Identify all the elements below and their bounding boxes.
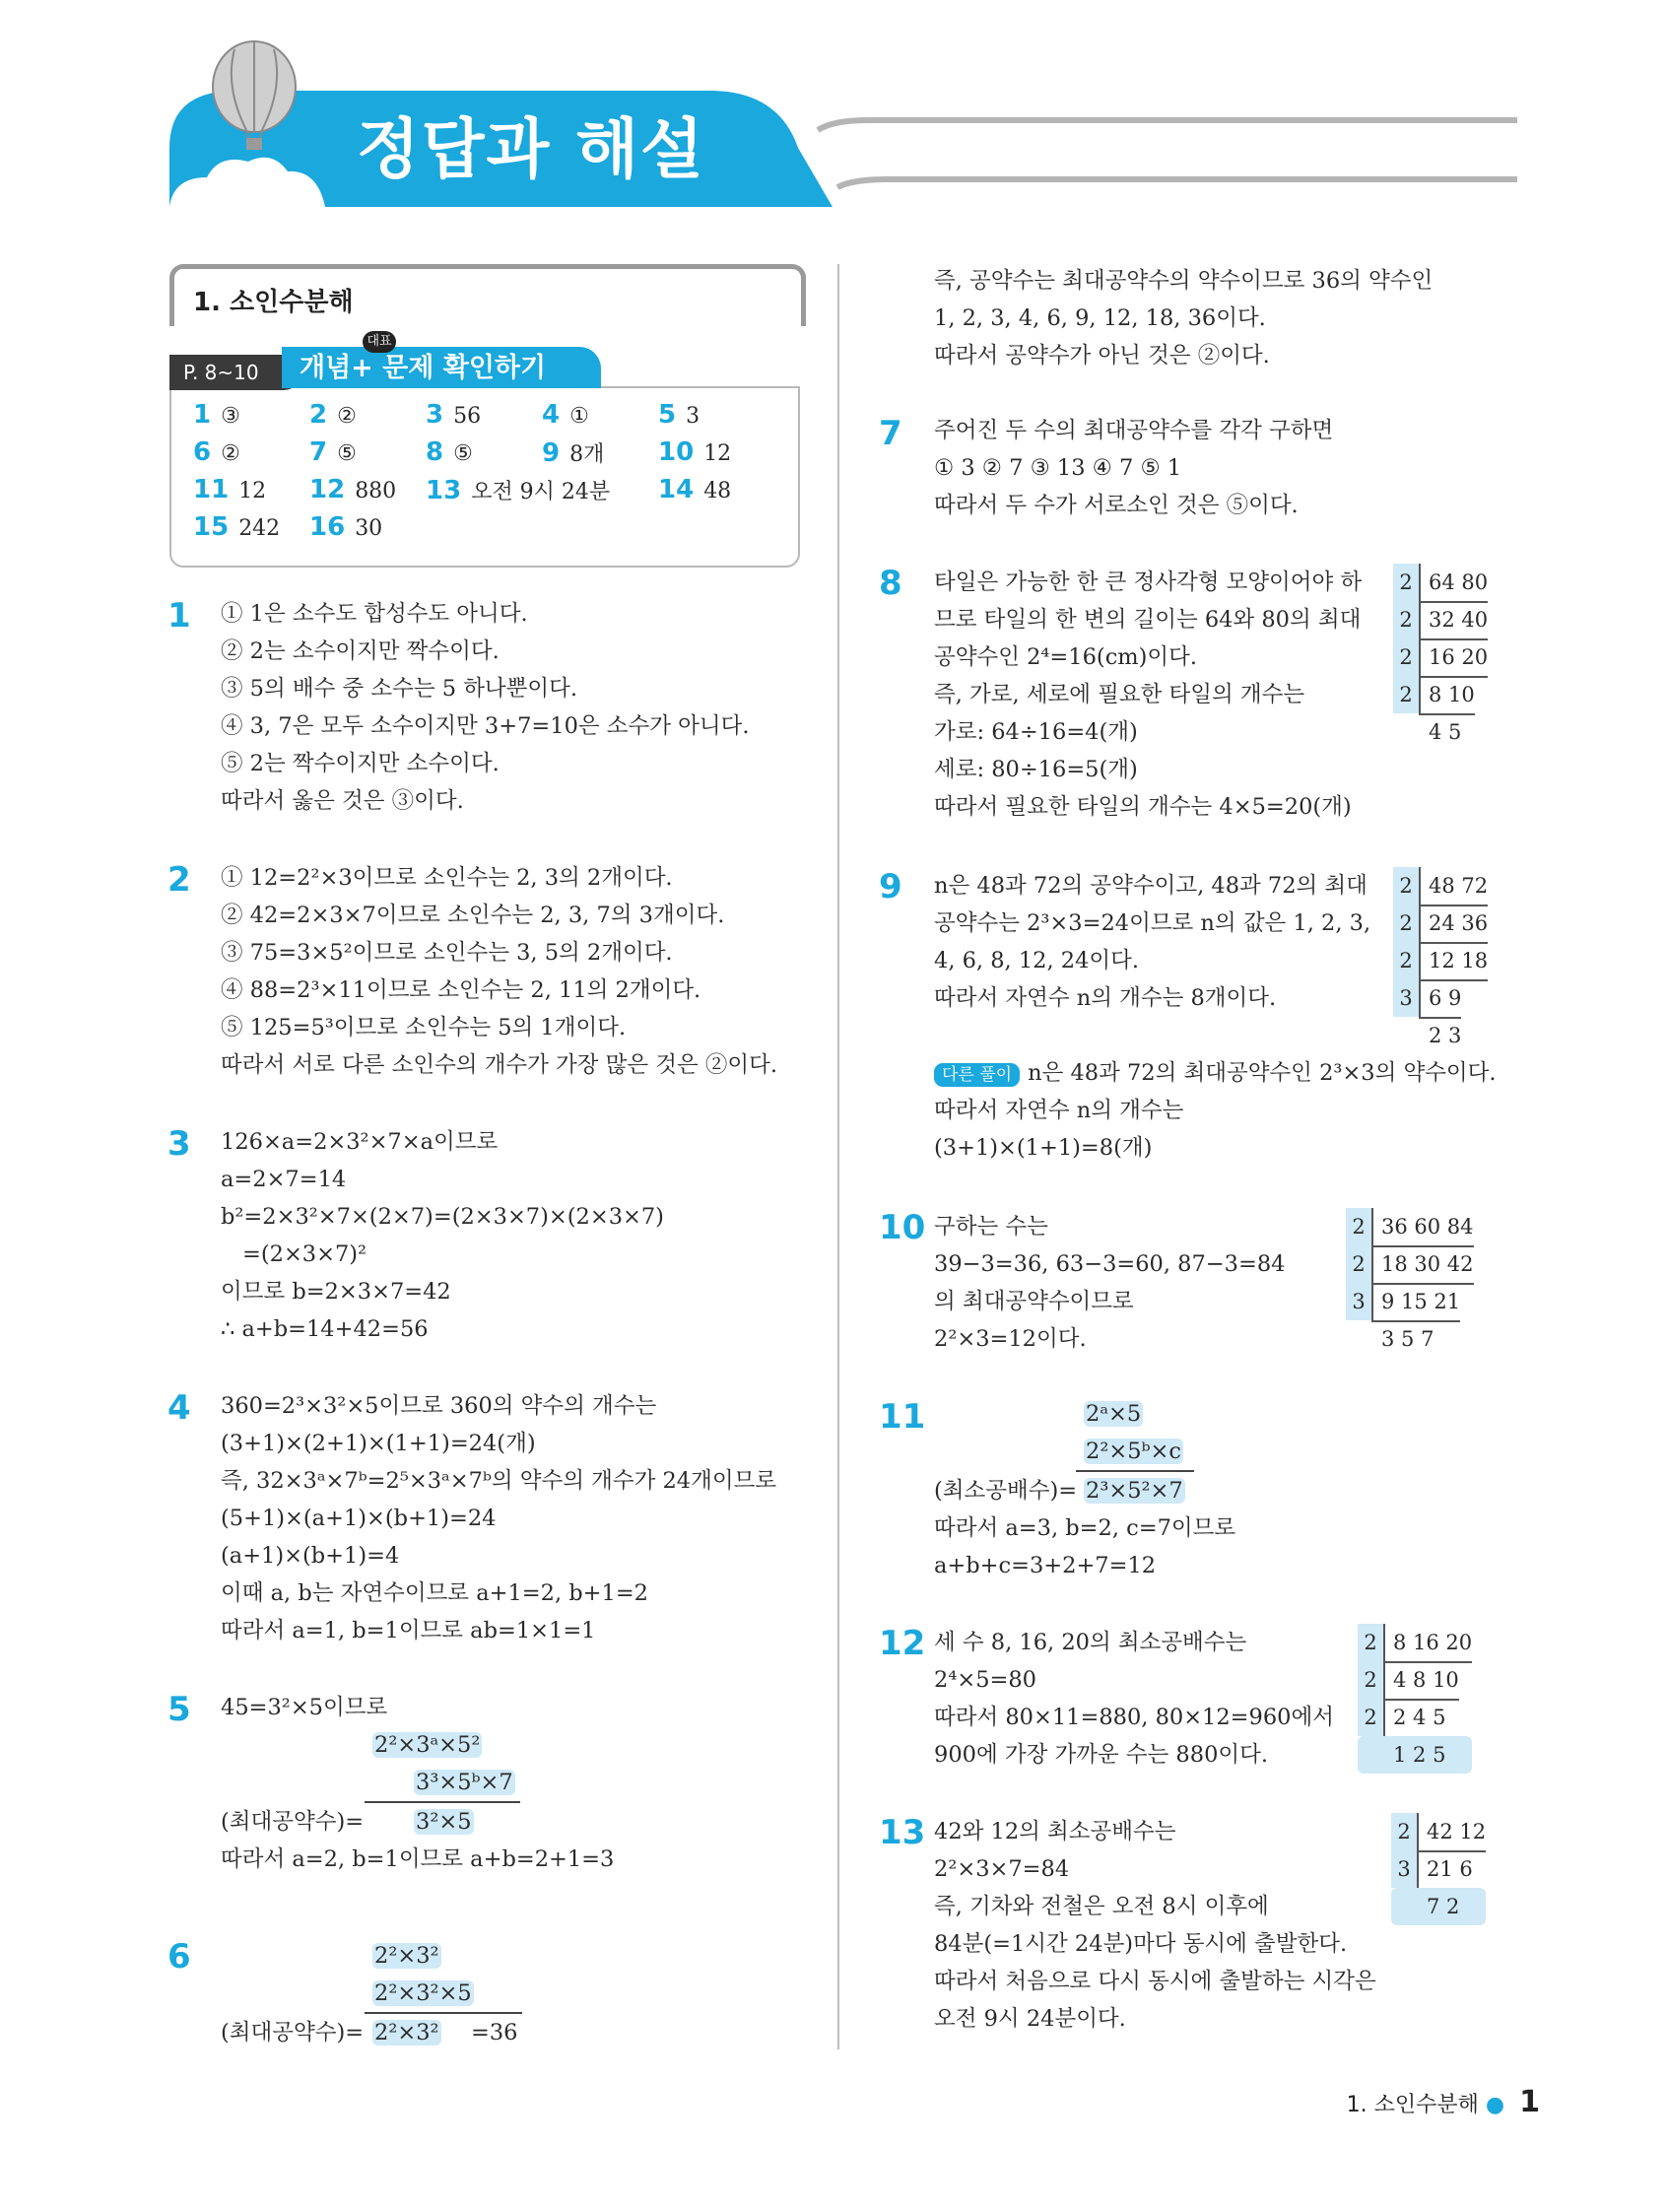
lcm-line: 2²×5ᵇ×c (1086, 1439, 1181, 1464)
answer-item: 15 242 (193, 512, 281, 542)
solution-line: 2²×3×7=84 (934, 1856, 1070, 1882)
solution-line: 따라서 처음으로 다시 동시에 출발하는 시각은 (934, 1969, 1376, 1994)
header-banner (0, 39, 1668, 227)
answer-item: 10 12 (658, 437, 732, 467)
problem-number: 13 (879, 1813, 926, 1852)
page-footer (1347, 2085, 1540, 2119)
solution-line: ③ 5의 배수 중 소수는 5 하나뿐이다. (221, 676, 578, 702)
solution-line: 따라서 서로 다른 소인수의 개수가 가장 많은 것은 ②이다. (221, 1052, 778, 1078)
answer-item: 8 ⑤ (426, 437, 473, 467)
solution-line: 따라서 공약수가 아닌 것은 ②이다. (934, 343, 1270, 369)
lcm-label: (최소공배수)= (934, 1478, 1078, 1504)
solution-line: 세 수 8, 16, 20의 최소공배수는 (934, 1630, 1247, 1655)
concept-tag: 개념+ 문제 확인하기 (282, 347, 601, 388)
problem-number: 12 (879, 1624, 926, 1663)
division-table: 2 8 16 20 2 4 8 10 2 2 4 5 1 2 5 (1358, 1624, 1472, 1774)
solution-line: 세로: 80÷16=5(개) (934, 757, 1138, 782)
gcd-result: 2²×3² (374, 2020, 439, 2045)
division-table: 2 42 12 3 21 6 7 2 (1391, 1813, 1486, 1925)
solution-line: 므로 타일의 한 변의 길이는 64와 80의 최대 (934, 607, 1362, 633)
answer-item: 14 48 (658, 475, 732, 504)
solution-line: 구하는 수는 (934, 1214, 1048, 1240)
problem-number: 9 (879, 867, 902, 906)
division-table: 2 48 72 2 24 36 2 12 18 36 9 2 3 (1393, 867, 1488, 1054)
solution-line: 2⁴×5=80 (934, 1667, 1036, 1693)
solution-line: ∴ a+b=14+42=56 (221, 1316, 429, 1342)
solution-line: 즉, 기차와 전철은 오전 8시 이후에 (934, 1894, 1269, 1919)
solution-line: 주어진 두 수의 최대공약수를 각각 구하면 (934, 418, 1334, 443)
solution-line: 공약수는 2³×3=24이므로 n의 값은 1, 2, 3, (934, 910, 1371, 936)
solution-line: a+b+c=3+2+7=12 (934, 1553, 1157, 1578)
problem-number: 5 (167, 1690, 191, 1729)
solution-line: a=2×7=14 (221, 1167, 347, 1192)
answer-item: 13 오전 9시 24분 (426, 476, 611, 505)
answer-item: 3 56 (426, 400, 482, 430)
solution-line: 42와 12의 최소공배수는 (934, 1819, 1176, 1844)
problem-number: 10 (879, 1208, 926, 1247)
solution-line: 따라서 옳은 것은 ③이다. (221, 788, 464, 814)
rule-line (365, 1801, 520, 1803)
solution-line: ① 3 ② 7 ③ 13 ④ 7 ⑤ 1 (934, 455, 1182, 481)
gcd-label: (최대공약수)= (221, 1809, 365, 1835)
solution-line: ③ 75=3×5²이므로 소인수는 3, 5의 2개이다. (221, 940, 673, 966)
solution-line: 2²×3=12이다. (934, 1326, 1087, 1352)
problem-number: 2 (167, 860, 191, 900)
solution-line: n은 48과 72의 공약수이고, 48과 72의 최대 (934, 873, 1368, 899)
solution-line: 의 최대공약수이므로 (934, 1289, 1134, 1314)
solution-line: 오전 9시 24분이다. (934, 2006, 1126, 2032)
gcd-value: =36 (471, 2020, 518, 2045)
solution-line: 다른 풀이 n은 48과 72의 최대공약수인 2³×3의 약수이다. (934, 1058, 1497, 1088)
solution-line: 즉, 32×3ᵃ×7ᵇ=2⁵×3ᵃ×7ᵇ의 약수의 개수가 24개이므로 (221, 1468, 777, 1494)
answer-item: 11 12 (193, 475, 267, 504)
problem-number: 1 (167, 596, 191, 636)
solution-line: 900에 가장 가까운 수는 880이다. (934, 1742, 1269, 1768)
representative-badge: 대표 (363, 331, 396, 353)
page-title: 정답과 해설 (357, 111, 705, 187)
answer-item: 12 880 (309, 475, 397, 504)
lcm-line: 2ᵃ×5 (1086, 1401, 1142, 1427)
answer-item: 2 ② (309, 400, 357, 430)
solution-line: 따라서 a=1, b=1이므로 ab=1×1=1 (221, 1618, 596, 1643)
solution-line: ① 1은 소수도 합성수도 아니다. (221, 601, 528, 627)
problem-number: 3 (167, 1124, 191, 1164)
answer-item: 6 ② (193, 437, 240, 467)
solution-line: 타일은 가능한 한 큰 정사각형 모양이어야 하 (934, 570, 1363, 595)
solution-line: (3+1)×(2+1)×(1+1)=24(개) (221, 1431, 536, 1456)
solution-line: 이때 a, b는 자연수이므로 a+1=2, b+1=2 (221, 1580, 648, 1606)
solution-line: 따라서 필요한 타일의 개수는 4×5=20(개) (934, 794, 1352, 820)
solution-line: (3+1)×(1+1)=8(개) (934, 1135, 1153, 1161)
solution-line: 공약수인 2⁴=16(cm)이다. (934, 644, 1198, 670)
solution-line: 따라서 자연수 n의 개수는 8개이다. (934, 985, 1277, 1011)
solution-line: (5+1)×(a+1)×(b+1)=24 (221, 1506, 497, 1531)
solution-line: 따라서 두 수가 서로소인 것은 ⑤이다. (934, 493, 1299, 518)
problem-number: 4 (167, 1388, 191, 1428)
bullet-icon: ● (1485, 2093, 1505, 2117)
solution-line: b²=2×3²×7×(2×7)=(2×3×7)×(2×3×7) (221, 1204, 664, 1230)
gcd-label: (최대공약수)= (221, 2020, 365, 2045)
division-table: 2 64 80 2 32 40 2 16 20 28 10 4 5 (1393, 564, 1488, 751)
solution-line: 따라서 자연수 n의 개수는 (934, 1098, 1184, 1123)
gcd-line: 3³×5ᵇ×7 (416, 1770, 513, 1795)
problem-number: 7 (879, 414, 902, 453)
gcd-result: 3²×5 (416, 1809, 472, 1835)
answer-item: 7 ⑤ (309, 437, 357, 467)
solution-line: ④ 88=2³×11이므로 소인수는 2, 11의 2개이다. (221, 977, 701, 1003)
answer-item: 16 30 (309, 512, 383, 542)
solution-line: 1, 2, 3, 4, 6, 9, 12, 18, 36이다. (934, 305, 1266, 331)
solution-line: 45=3²×5이므로 (221, 1695, 388, 1720)
division-table: 2 36 60 84 2 18 30 42 39 15 21 3 5 7 (1346, 1208, 1474, 1358)
gcd-line: 2²×3² (374, 1943, 439, 1969)
gcd-line: 2²×3ᵃ×5² (374, 1732, 481, 1758)
solution-line: 따라서 a=2, b=1이므로 a+b=2+1=3 (221, 1846, 615, 1872)
solution-line: ⑤ 125=5³이므로 소인수는 5의 1개이다. (221, 1015, 627, 1040)
problem-number: 8 (879, 564, 902, 603)
answer-item: 9 8개 (542, 438, 605, 468)
column-divider (837, 264, 839, 2049)
solution-line: 따라서 a=3, b=2, c=7이므로 (934, 1515, 1236, 1541)
solution-line: 84분(=1시간 24분)마다 동시에 출발한다. (934, 1931, 1348, 1957)
solution-line: 가로: 64÷16=4(개) (934, 719, 1138, 745)
solution-line: 360=2³×3²×5이므로 360의 약수의 개수는 (221, 1393, 657, 1419)
footer-label: 1. 소인수분해 (1346, 2093, 1479, 2117)
section-title: 1. 소인수분해 (193, 288, 354, 317)
lcm-result: 2³×5²×7 (1086, 1478, 1183, 1504)
answer-item: 5 3 (658, 400, 701, 430)
answer-item: 4 ① (542, 400, 589, 430)
problem-number: 6 (167, 1937, 191, 1977)
gcd-line: 2²×3²×5 (374, 1980, 472, 2006)
solution-line: 따라서 80×11=880, 80×12=960에서 (934, 1705, 1334, 1730)
rule-line (365, 2012, 522, 2014)
solution-line: 즉, 공약수는 최대공약수의 약수이므로 36의 약수인 (934, 268, 1434, 294)
solution-line: 즉, 가로, 세로에 필요한 타일의 개수는 (934, 682, 1305, 707)
page-range-tag: P. 8~10 (169, 355, 301, 390)
rule-line (1076, 1470, 1194, 1472)
solution-line: 4, 6, 8, 12, 24이다. (934, 948, 1140, 973)
answer-item: 1 ③ (193, 400, 240, 430)
solution-line: ④ 3, 7은 모두 소수이지만 3+7=10은 소수가 아니다. (221, 713, 750, 739)
solution-line: ② 42=2×3×7이므로 소인수는 2, 3, 7의 3개이다. (221, 903, 725, 928)
solution-line: ① 12=2²×3이므로 소인수는 2, 3의 2개이다. (221, 865, 673, 891)
alt-solution-tag: 다른 풀이 (934, 1063, 1020, 1087)
solution-line: 126×a=2×3²×7×a이므로 (221, 1129, 499, 1155)
solution-line: 이므로 b=2×3×7=42 (221, 1279, 451, 1305)
solution-line: ⑤ 2는 짝수이지만 소수이다. (221, 751, 500, 776)
solution-line: =(2×3×7)² (242, 1241, 367, 1267)
solution-line: 39−3=36, 63−3=60, 87−3=84 (934, 1251, 1286, 1277)
problem-number: 11 (879, 1397, 926, 1437)
solution-line: ② 2는 소수이지만 짝수이다. (221, 638, 500, 664)
page-number: 1 (1519, 2085, 1540, 2119)
solution-line: (a+1)×(b+1)=4 (221, 1543, 400, 1569)
